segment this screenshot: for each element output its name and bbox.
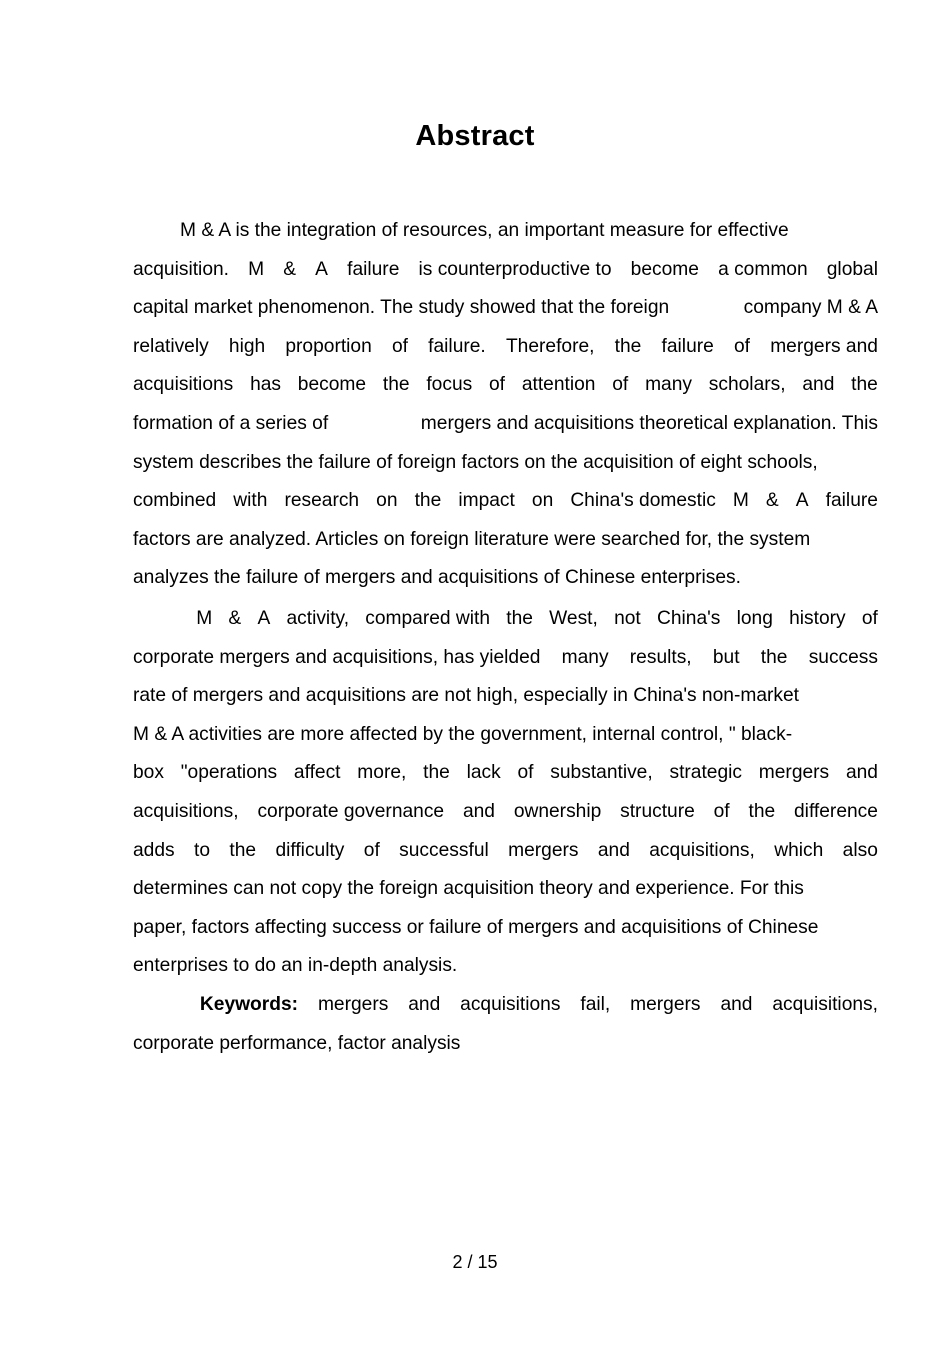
text-segment: more, (357, 762, 407, 784)
keyword-term: acquisitions, (772, 994, 878, 1015)
text-segment: mergers (508, 839, 579, 861)
text-segment: the (414, 490, 442, 512)
text-segment: strategic (669, 762, 742, 784)
keywords-block (133, 986, 878, 1063)
text-segment: and (845, 762, 878, 784)
text-segment: on (531, 490, 554, 512)
text-segment: the (748, 800, 776, 822)
text-segment: and (597, 839, 630, 861)
text-segment: corporate governance (257, 800, 445, 822)
text-segment: proportion (285, 335, 372, 357)
text-segment: become (630, 258, 699, 280)
text-segment: mergers and (770, 335, 878, 357)
text-line (133, 639, 878, 678)
text-segment: acquisition. (133, 258, 229, 280)
text-segment: also (842, 839, 878, 861)
text-segment: West, (549, 608, 598, 629)
text-line (133, 328, 878, 367)
text-segment: the (382, 374, 410, 396)
text-segment: has (250, 374, 281, 396)
keyword-term: and (720, 994, 753, 1015)
text-segment: ownership (513, 800, 602, 822)
text-line (133, 909, 878, 948)
text-segment: the (760, 646, 788, 668)
text-segment: of (612, 374, 629, 396)
text-segment: analyzes the failure of mergers and acquisitions of Chinese enterprises. (133, 567, 741, 589)
text-segment: M & A activities are more affected by the government, internal control, " black- (133, 723, 793, 745)
text-segment: failure (825, 490, 878, 512)
text-segment: A (257, 608, 271, 629)
text-segment: of (489, 374, 506, 396)
text-line (133, 716, 878, 755)
text-segment: to (193, 839, 210, 861)
text-segment: of (713, 800, 730, 822)
page-title: Abstract (415, 120, 535, 152)
text-segment: of (517, 762, 534, 784)
text-segment: attention (521, 374, 596, 396)
text-line (133, 482, 878, 521)
text-segment: activity, (286, 608, 350, 629)
text-line (133, 405, 878, 444)
text-line (133, 600, 878, 639)
text-segment: & (765, 490, 779, 512)
text-segment: but (712, 646, 740, 668)
text-segment: not (614, 608, 641, 629)
text-segment: success (808, 646, 878, 668)
text-line (133, 444, 878, 483)
abstract-paragraph-one (133, 212, 878, 598)
text-segment: the (229, 839, 257, 861)
text-segment: & (283, 258, 297, 280)
text-line (133, 870, 878, 909)
text-segment: lack (466, 762, 501, 784)
text-line (133, 754, 878, 793)
text-segment: many (645, 374, 692, 396)
text-segment: the (614, 335, 642, 357)
text-segment: box (133, 762, 164, 784)
text-segment: with (233, 490, 268, 512)
text-segment: and (462, 800, 495, 822)
text-segment: of (861, 608, 878, 629)
keywords-line-continued (133, 1025, 878, 1064)
text-segment: acquisitions, (133, 800, 239, 822)
keyword-term: mergers (317, 994, 389, 1015)
text-segment: impact (458, 490, 515, 512)
text-segment: "operations (180, 762, 278, 784)
text-segment: paper, factors affecting success or failure of mergers and acquisitions of Chinese (133, 916, 819, 938)
text-segment: difficulty (275, 839, 345, 861)
text-line (133, 947, 878, 986)
text-segment: long (736, 608, 773, 629)
text-segment: structure (620, 800, 695, 822)
text-line (133, 289, 878, 328)
text-segment: company M & A (743, 297, 878, 319)
keyword-term: acquisitions (460, 994, 561, 1015)
text-line (133, 251, 878, 290)
text-line (133, 559, 878, 598)
text-line (133, 832, 878, 871)
text-segment: determines can not copy the foreign acquisition theory and experience. For this (133, 878, 804, 900)
text-segment: substantive, (550, 762, 653, 784)
text-segment: corporate mergers and acquisitions, has yielded (133, 646, 541, 668)
text-segment: A (315, 258, 328, 280)
text-segment: successful (399, 839, 489, 861)
text-segment: acquisitions (133, 374, 234, 396)
text-segment: and (802, 374, 835, 396)
text-segment: compared with (365, 608, 491, 629)
text-segment: a common (718, 258, 808, 280)
text-segment: difference (794, 800, 878, 822)
text-segment: the (851, 374, 878, 396)
text-segment: failure (347, 258, 400, 280)
text-segment: which (774, 839, 824, 861)
page-number-footer: 2 / 15 (452, 1252, 498, 1272)
text-segment: many (561, 646, 609, 668)
text-segment: become (297, 374, 367, 396)
text-line (133, 677, 878, 716)
text-segment: of (391, 335, 408, 357)
keyword-term: fail, (580, 994, 611, 1015)
text-segment: on (376, 490, 398, 512)
text-segment: research (284, 490, 360, 512)
text-segment: & (228, 608, 242, 629)
text-segment: mergers (758, 762, 830, 784)
keywords-line-two-text: corporate performance, factor analysis (133, 1032, 461, 1054)
keyword-term: and (408, 994, 441, 1015)
text-segment: global (826, 258, 878, 280)
text-segment: capital market phenomenon. The study showed that the foreign (133, 297, 670, 319)
text-segment: formation of a series of (133, 412, 329, 434)
text-line (133, 366, 878, 405)
text-segment: relatively (133, 335, 209, 357)
text-segment: the (506, 608, 533, 629)
text-segment: results, (629, 646, 692, 668)
text-segment: failure (661, 335, 714, 357)
text-segment: is counterproductive to (418, 258, 612, 280)
text-segment: rate of mergers and acquisitions are not high, especially in China's non-market (133, 685, 799, 707)
text-line (133, 212, 878, 251)
text-segment: factors are analyzed. Articles on foreign literature were searched for, the system (133, 528, 811, 550)
keywords-label: Keywords: (199, 994, 299, 1015)
text-segment: high (228, 335, 266, 357)
text-segment: history (789, 608, 846, 629)
keywords-line (133, 986, 878, 1025)
text-segment: China's domestic (570, 490, 716, 512)
text-segment: failure. (428, 335, 486, 357)
text-segment: China's (656, 608, 721, 629)
text-segment: focus (426, 374, 473, 396)
text-segment: system describes the failure of foreign factors on the acquisition of eight schools, (133, 451, 818, 473)
text-segment: affect (293, 762, 341, 784)
text-line (133, 521, 878, 560)
text-line (133, 793, 878, 832)
text-segment: M & A is the integration of resources, an important measure for effective (180, 220, 789, 241)
text-segment: M (732, 490, 749, 512)
text-segment: combined (133, 490, 217, 512)
keyword-term: mergers (630, 994, 701, 1015)
text-segment: of (734, 335, 751, 357)
text-segment: the (423, 762, 450, 784)
text-segment: enterprises to do an in-depth analysis. (133, 955, 458, 977)
text-segment: M (196, 608, 213, 629)
text-segment: Therefore, (505, 335, 595, 357)
abstract-paragraph-two (133, 600, 878, 986)
text-segment: adds (133, 839, 175, 861)
text-segment: A (795, 490, 809, 512)
text-segment: mergers and acquisitions theoretical explanation. This (420, 412, 878, 434)
text-segment: of (363, 839, 380, 861)
text-segment: M (248, 258, 265, 280)
text-segment: acquisitions, (649, 839, 755, 861)
text-segment: scholars, (708, 374, 786, 396)
